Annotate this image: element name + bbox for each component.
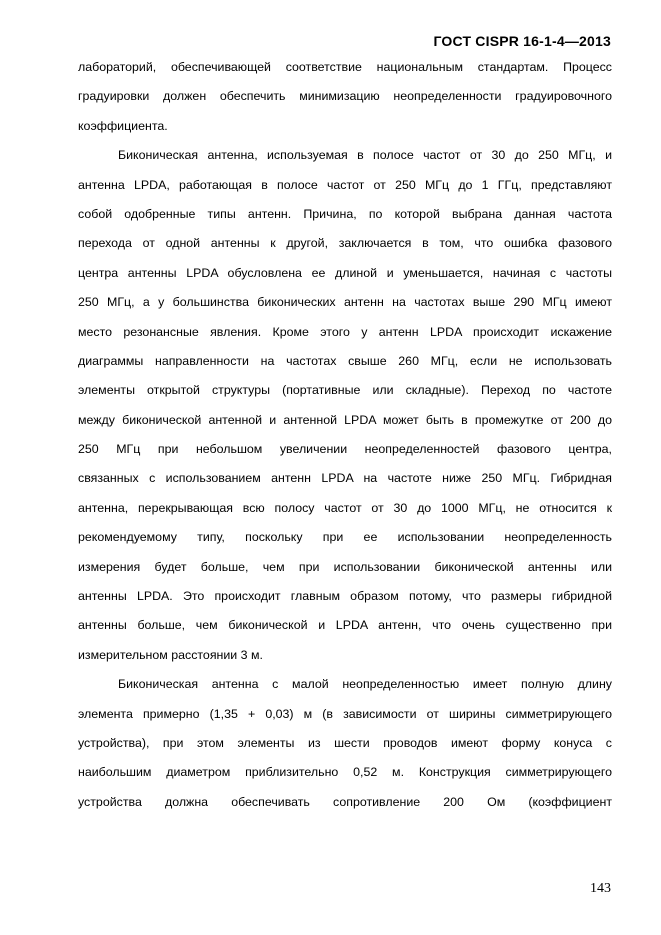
text-line: центра антенны LPDA обусловлена ее длиной и уменьшается, начиная с частоты [78,265,612,280]
text-line: градуировки должен обеспечить минимизацию неопределенности градуировочного [78,89,612,104]
body-text [78,53,612,817]
page-number: 143 [590,881,611,896]
text-line: Биконическая антенна, используемая в полосе частот от 30 до 250 МГц, и [118,148,612,163]
text-line: рекомендуемому типу, поскольку при ее использовании неопределенность [78,530,612,545]
text-line: антенны больше, чем биконической и LPDA антенн, что очень существенно при [78,618,612,633]
text-line: наибольшим диаметром приблизительно 0,52 м. Конструкция симметрирующего [78,765,612,780]
text-line: коэффициента. [78,118,168,133]
text-line: Биконическая антенна с малой неопределенностью имеет полную длину [118,677,612,692]
text-line: 250 МГц при небольшом увеличении неопределенностей фазового центра, [78,442,612,457]
text-line: 250 МГц, а у большинства биконических антенн на частотах выше 290 МГц имеют [78,295,612,310]
text-line: лабораторий, обеспечивающей соответствие национальным стандартам. Процесс [78,60,612,74]
text-line: антенна LPDA, работающая в полосе частот от 250 МГц до 1 ГГц, представляют [78,177,612,192]
text-line: антенна, перекрывающая всю полосу частот от 30 до 1000 МГц, не относится к [78,500,612,515]
text-line: элемента примерно (1,35 + 0,03) м (в зависимости от ширины симметрирующего [78,706,612,721]
text-line: собой одобренные типы антенн. Причина, по которой выбрана данная частота [78,206,612,221]
text-line: диаграммы направленности на частотах свыше 260 МГц, если не использовать [78,353,612,368]
text-line: связанных с использованием антенн LPDA на частоте ниже 250 МГц. Гибридная [78,471,612,486]
text-line: антенны LPDA. Это происходит главным образом потому, что размеры гибридной [78,589,612,604]
text-line: элементы открытой структуры (портативные или складные). Переход по частоте [78,383,612,398]
text-line: место резонансные явления. Кроме этого у антенн LPDA происходит искажение [78,324,612,339]
text-line: измерительном расстоянии 3 м. [78,647,263,662]
text-line: измерения будет больше, чем при использовании биконической антенны или [78,559,612,574]
text-line: между биконической антенной и антенной LPDA может быть в промежутке от 200 до [78,412,612,427]
text-line: устройства должна обеспечивать сопротивление 200 Ом (коэффициент [78,794,612,809]
text-line: устройства), при этом элементы из шести проводов имеют форму конуса с [78,735,612,750]
text-line: перехода от одной антенны к другой, заключается в том, что ошибка фазового [78,236,612,251]
document-header: ГОСТ CISPR 16-1-4—2013 [433,33,611,49]
